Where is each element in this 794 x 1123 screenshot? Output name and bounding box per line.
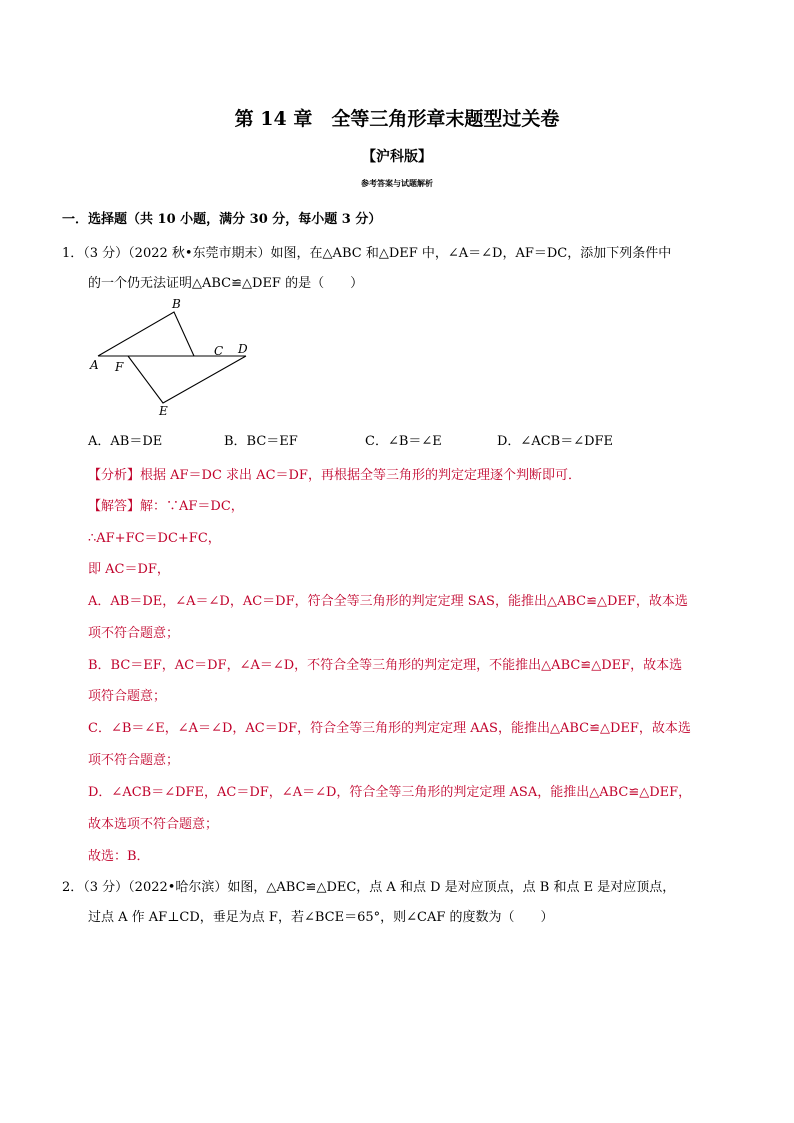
question-1-line-2: 的一个仍无法证明△ABC≌△DEF 的是（ ） <box>88 276 364 291</box>
analysis-line: 项不符合题意； <box>88 753 180 768</box>
analysis-line: 【解答】解：∵AF＝DC， <box>88 499 244 514</box>
analysis-line: ∴AF+FC＝DC+FC， <box>88 531 221 546</box>
page-subtitle: 【沪科版】 <box>362 149 432 165</box>
label-c: C <box>214 344 224 358</box>
label-a: A <box>90 358 99 372</box>
page-caption: 参考答案与试题解析 <box>361 178 433 188</box>
label-e: E <box>159 404 168 418</box>
question-2-line-2: 过点 A 作 AF⊥CD，垂足为点 F，若∠BCE＝65°，则∠CAF 的度数为（ ） <box>88 910 554 925</box>
option-a: A．AB＝DE <box>88 434 163 449</box>
analysis-line: 项符合题意； <box>88 689 167 704</box>
option-b: B．BC＝EF <box>224 434 298 449</box>
triangle-figure <box>88 297 258 427</box>
analysis-line: B．BC＝EF，AC＝DF，∠A＝∠D，不符合全等三角形的判定定理，不能推出△ABC≌△DEF，故本选 <box>88 658 683 673</box>
analysis-line: 即 AC＝DF， <box>88 562 170 577</box>
triangle-def-edges <box>128 356 246 403</box>
analysis-line: A．AB＝DE，∠A＝∠D，AC＝DF，符合全等三角形的判定定理 SAS，能推出△ABC≌△DEF，故本选 <box>88 594 688 609</box>
option-d: D．∠ACB＝∠DFE <box>497 434 614 449</box>
analysis-line: 项不符合题意； <box>88 626 180 641</box>
label-f: F <box>115 360 124 374</box>
analysis-line: D．∠ACB＝∠DFE，AC＝DF，∠A＝∠D，符合全等三角形的判定定理 ASA，能推出△ABC≌△DEF， <box>88 785 692 800</box>
question-2-line-1: 2．（3 分）（2022•哈尔滨）如图，△ABC≌△DEC，点 A 和点 D 是对应顶点，点 B 和点 E 是对应顶点， <box>62 880 676 895</box>
label-d: D <box>238 342 248 356</box>
triangle-abc-edges <box>98 312 194 356</box>
label-b: B <box>172 297 181 311</box>
answer-line: 故选：B． <box>88 849 150 864</box>
analysis-line: C．∠B＝∠E，∠A＝∠D，AC＝DF，符合全等三角形的判定定理 AAS，能推出△ABC≌△DEF，故本选 <box>88 721 691 736</box>
analysis-line: 故本选项不符合题意； <box>88 817 219 832</box>
question-1-line-1: 1．（3 分）（2022 秋•东莞市期末）如图，在△ABC 和△DEF 中，∠A＝∠D，AF＝DC，添加下列条件中 <box>62 246 672 261</box>
section-heading: 一．选择题（共 10 小题，满分 30 分，每小题 3 分） <box>62 212 382 227</box>
page-title: 第 14 章 全等三角形章末题型过关卷 <box>234 108 560 130</box>
option-c: C．∠B＝∠E <box>365 434 442 449</box>
analysis-line: 【分析】根据 AF＝DC 求出 AC＝DF，再根据全等三角形的判定定理逐个判断即可． <box>88 468 581 483</box>
